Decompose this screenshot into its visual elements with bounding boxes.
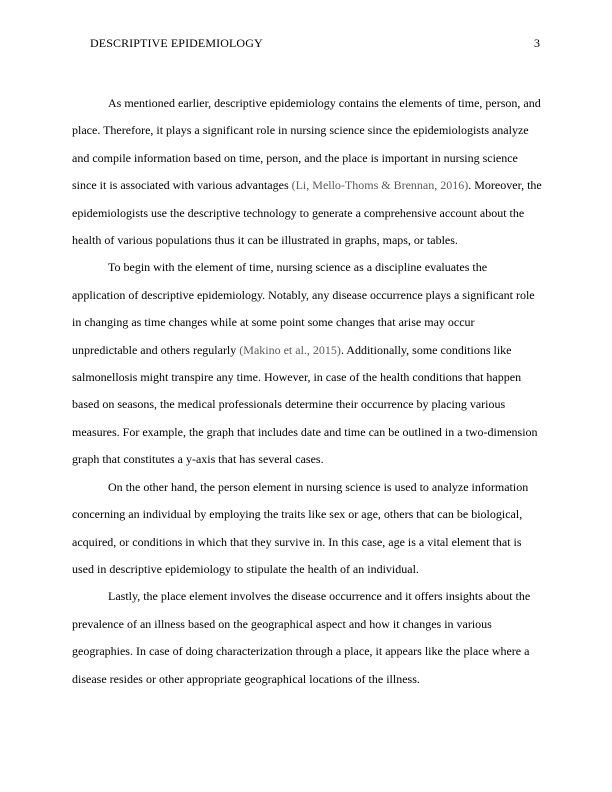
- paragraph-text: As mentioned earlier, descriptive epidemiology contains the elements of time, person, and place. Therefore, it plays a significant role in nursing science since the epidemiologists analyze and compile information based on time, person, and the place is important in nursing science since it is associated with various advantages: [72, 96, 541, 193]
- citation-li-2016: (Li, Mello-Thoms & Brennan, 2016): [291, 178, 469, 193]
- paragraph-text: . Moreover, the epidemiologists use the descriptive technology to generate a comprehensive account about the health of various populations thus it can be illustrated in graphs, maps, or tables.: [72, 178, 542, 248]
- paragraph-time-person-place: [72, 90, 542, 254]
- paragraph-text: . Additionally, some conditions like salmonellosis might transpire any time. However, in case of the health conditions that happen based on seasons, the medical professionals determine their occurrence by placing various measures. For example, the graph that includes date and time can be outlined in a two-dimension graph that constitutes a y-axis that has several cases.: [72, 342, 538, 467]
- paragraph-person-element: On the other hand, the person element in nursing science is used to analyze information concerning an individual by employing the traits like sex or age, others that can be biological, acquired, or conditions in which that they survive in. In this case, age is a vital element that is used in descriptive epidemiology to stipulate the health of an individual.: [72, 479, 529, 576]
- page-number: 3: [534, 36, 540, 50]
- running-head: DESCRIPTIVE EPIDEMIOLOGY: [90, 36, 263, 50]
- citation-makino-2015: (Makino et al., 2015): [239, 342, 341, 357]
- paragraph-text: To begin with the element of time, nursing science as a discipline evaluates the application of descriptive epidemiology. Notably, any disease occurrence plays a significant role in changing as time changes while at some point some changes that arise may occur unpredictable and others regularly: [72, 260, 535, 357]
- paragraph-time-element: [72, 254, 542, 473]
- body-text: [72, 90, 542, 693]
- paragraph-place-element: Lastly, the place element involves the disease occurrence and it offers insights about the prevalence of an illness based on the geographical aspect and how it changes in various geographies. In case of doing characterization through a place, it appears like the place where a disease resides or other appropriate geographical locations of the illness.: [72, 589, 531, 686]
